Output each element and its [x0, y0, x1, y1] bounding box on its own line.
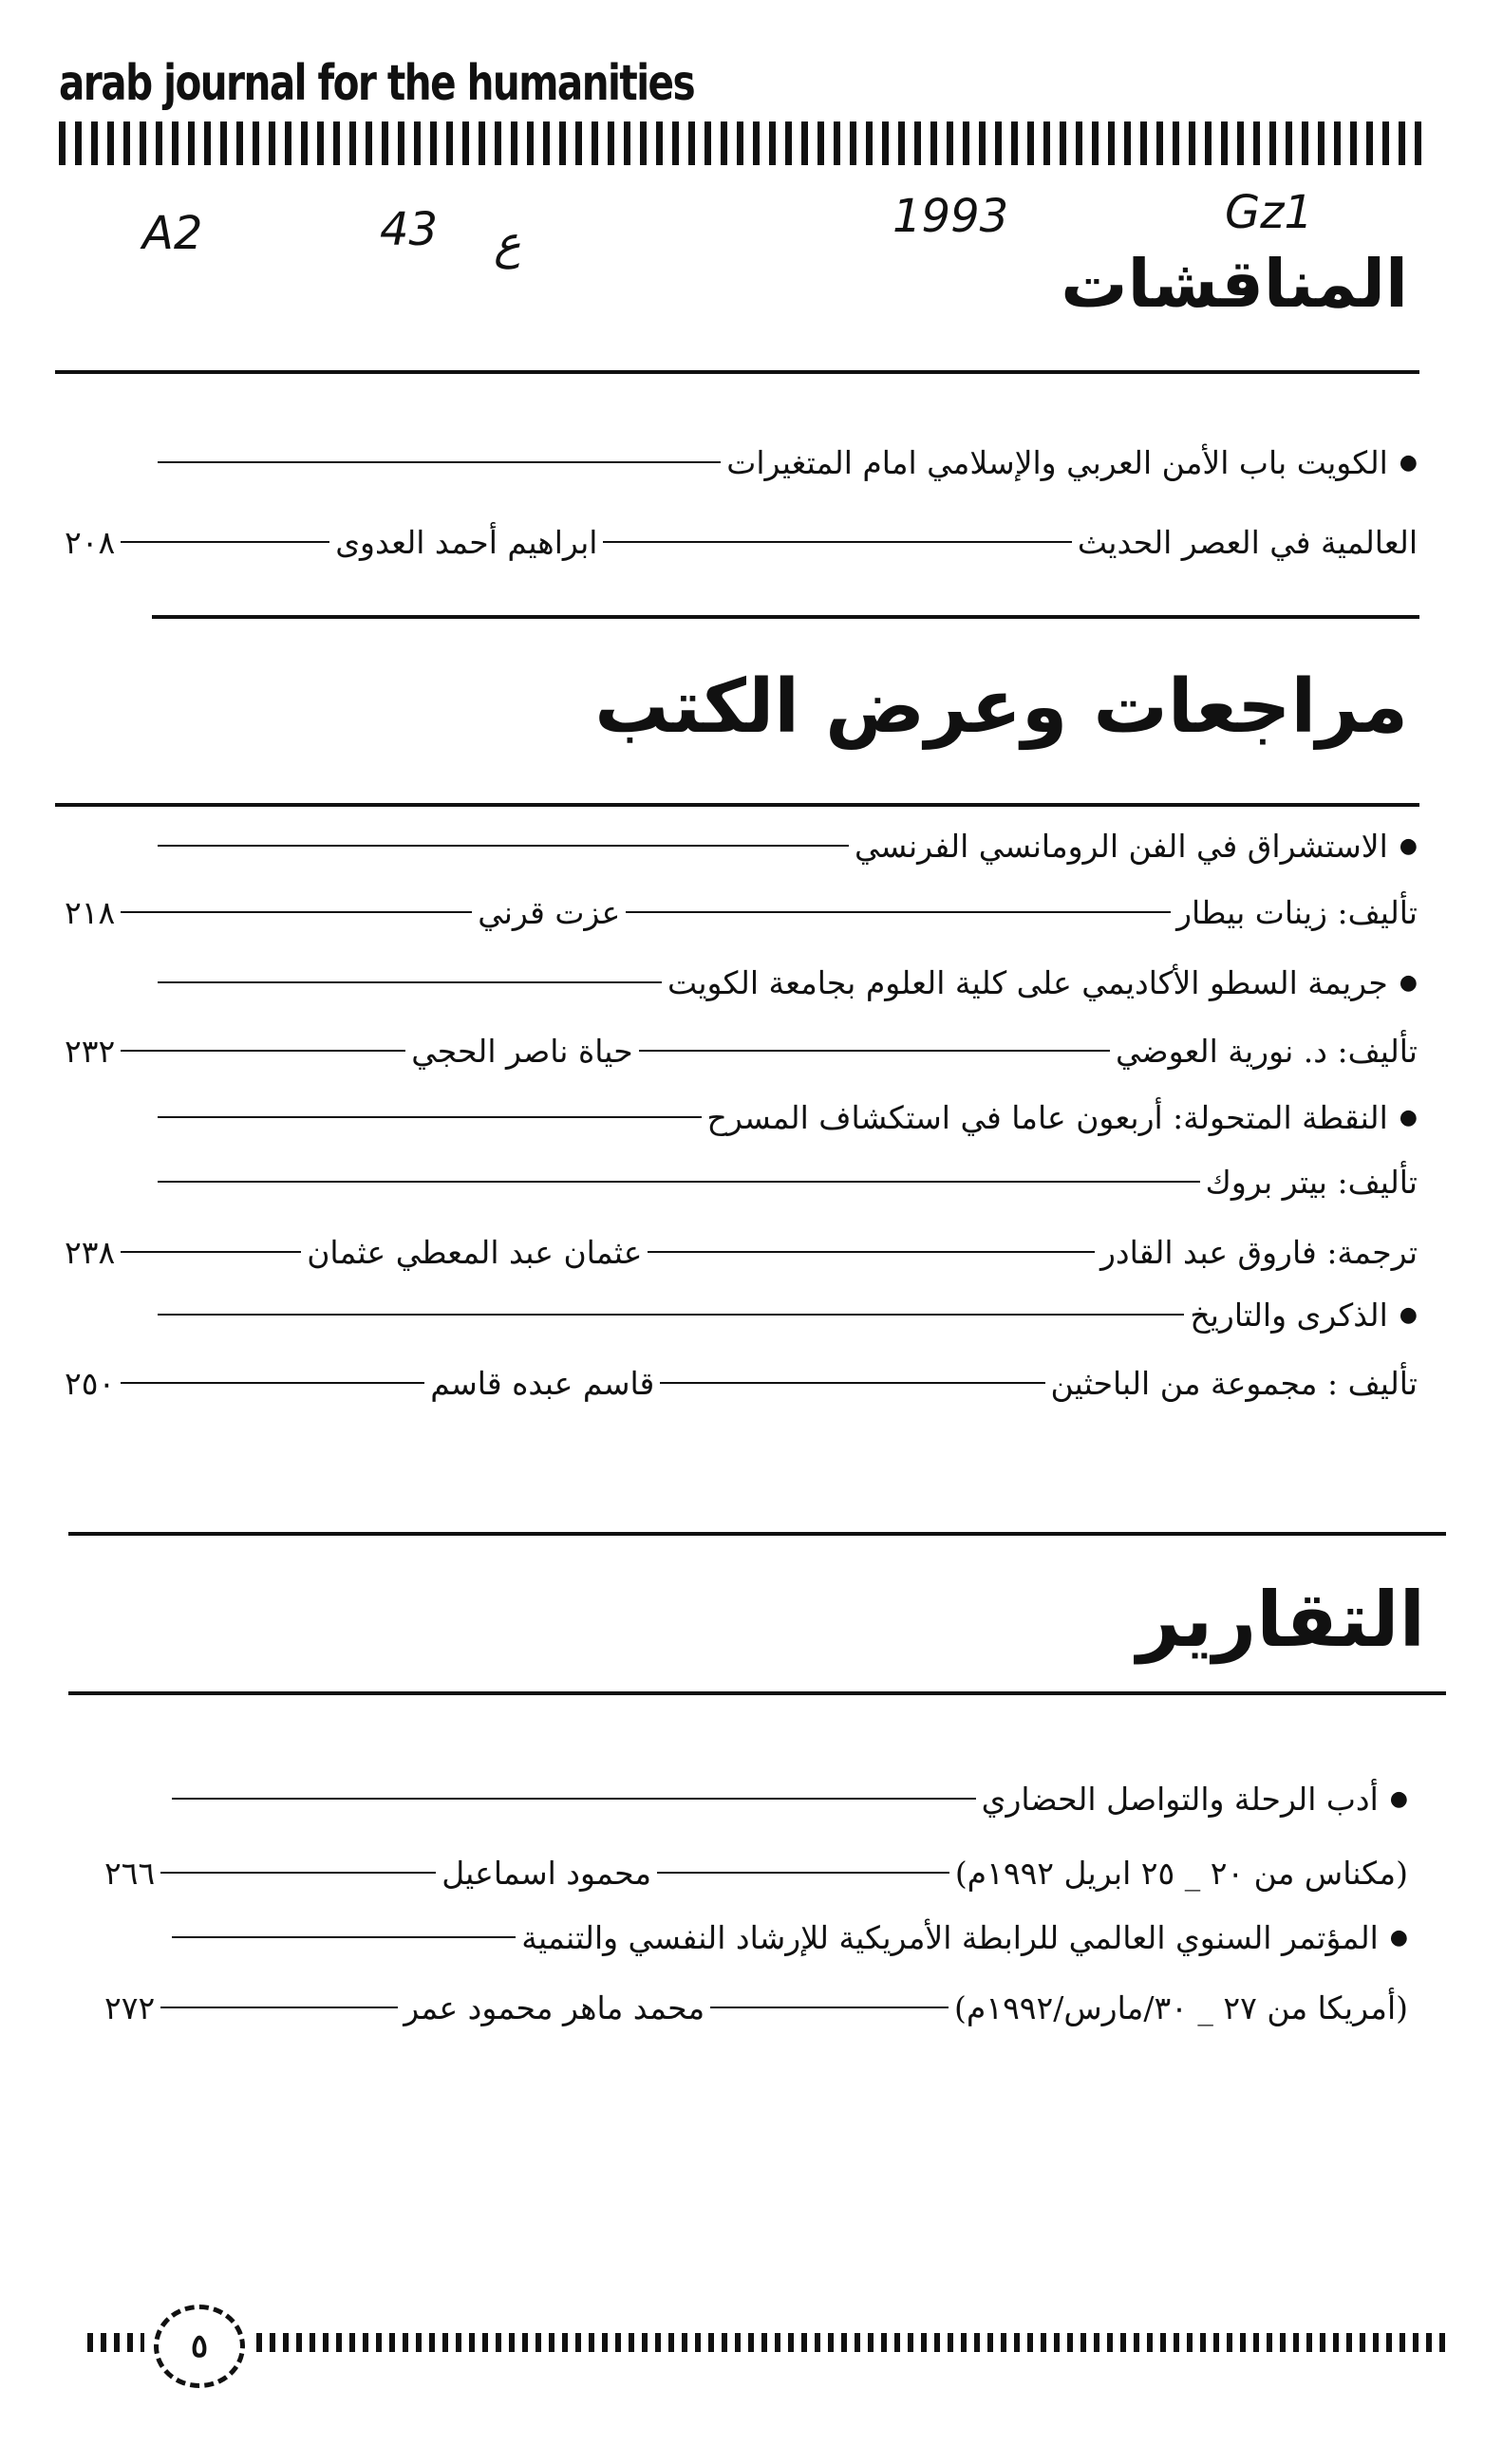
- entry-author: حياة ناصر الحجي: [411, 1032, 633, 1070]
- section-rule: [55, 803, 1419, 807]
- section-title-discussions: المناقشات: [1061, 245, 1408, 323]
- entry-title: تأليف: د. نورية العوضي: [1116, 1032, 1418, 1070]
- toc-entry: [166, 1775, 1408, 1822]
- toc-entry: [166, 1913, 1408, 1961]
- entry-author: ابراهيم أحمد العدوى: [335, 523, 598, 561]
- entry-title: الاستشراق في الفن الرومانسي الفرنسي: [855, 827, 1388, 865]
- bullet-icon: ●: [1399, 1302, 1418, 1327]
- leader-line: [158, 1181, 1200, 1183]
- toc-entry: [152, 439, 1418, 486]
- toc-entry: [65, 518, 1418, 566]
- handwritten-ref: Gz1: [1225, 186, 1313, 239]
- leader-line: [158, 1116, 702, 1118]
- section-rule: [68, 1532, 1446, 1536]
- leader-line: [121, 541, 329, 543]
- leader-line: [121, 1382, 424, 1384]
- leader-line: [639, 1050, 1110, 1052]
- entry-title: تأليف: زينات بيطار: [1176, 893, 1418, 931]
- page-number: ٢٧٢: [104, 1988, 156, 2026]
- toc-entry: [65, 1359, 1418, 1407]
- handwritten-letter: ع: [494, 216, 521, 270]
- page-number: ٢٦٦: [104, 1854, 156, 1892]
- leader-line: [158, 1314, 1184, 1316]
- entry-title: ترجمة: فاروق عبد القادر: [1099, 1233, 1418, 1271]
- toc-entry: [104, 1984, 1408, 2031]
- entry-title: تأليف: بيتر بروك: [1205, 1163, 1418, 1201]
- leader-line: [121, 911, 472, 913]
- toc-entry: [104, 1849, 1408, 1896]
- footer-page-number: ٥: [190, 2327, 209, 2365]
- section-title-reports: التقارير: [1137, 1576, 1425, 1664]
- leader-line: [660, 1382, 1044, 1384]
- bullet-icon: ●: [1399, 833, 1418, 858]
- bullet-icon: ●: [1399, 970, 1418, 995]
- footer-barcode-left: [87, 2333, 144, 2352]
- leader-line: [121, 1251, 301, 1253]
- footer-barcode-right: [256, 2333, 1453, 2352]
- toc-entry: [152, 1291, 1418, 1338]
- leader-line: [172, 1936, 516, 1938]
- header-barcode: [59, 121, 1426, 165]
- entry-author: محمد ماهر محمود عمر: [404, 1988, 705, 2026]
- entry-title: العالمية في العصر الحديث: [1077, 523, 1418, 561]
- toc-entry: [152, 822, 1418, 869]
- entry-title: الكويت باب الأمن العربي والإسلامي امام المتغيرات: [726, 443, 1388, 481]
- leader-line: [160, 1872, 436, 1874]
- page-number: ٢٠٨: [65, 523, 116, 561]
- leader-line: [710, 2007, 949, 2008]
- bullet-icon: ●: [1389, 1925, 1408, 1950]
- entry-title: جريمة السطو الأكاديمي على كلية العلوم بجامعة الكويت: [667, 963, 1388, 1001]
- leader-line: [648, 1251, 1095, 1253]
- journal-title: arab journal for the humanities: [59, 55, 695, 112]
- entry-title: النقطة المتحولة: أربعون عاما في استكشاف المسرح: [706, 1098, 1388, 1136]
- toc-entry: [152, 1093, 1418, 1141]
- leader-line: [657, 1872, 949, 1874]
- page-number: ٢٣٨: [65, 1233, 116, 1271]
- bullet-icon: ●: [1399, 1105, 1418, 1129]
- section-rule: [55, 370, 1419, 374]
- leader-line: [121, 1050, 405, 1052]
- bullet-icon: ●: [1399, 450, 1418, 475]
- handwritten-number: 43: [380, 203, 439, 256]
- leader-line: [626, 911, 1171, 913]
- toc-entry: [152, 959, 1418, 1006]
- entry-title: (مكناس من ٢٠ _ ٢٥ ابريل ١٩٩٢م): [954, 1854, 1408, 1892]
- leader-line: [158, 981, 662, 983]
- page-number-circle: [154, 2305, 245, 2388]
- entry-title: المؤتمر السنوي العالمي للرابطة الأمريكية للإرشاد النفسي والتنمية: [521, 1918, 1379, 1956]
- leader-line: [158, 461, 721, 463]
- entry-author: عثمان عبد المعطي عثمان: [307, 1233, 643, 1271]
- section-title-reviews: مراجعات وعرض الكتب: [594, 664, 1408, 750]
- entry-author: عزت قرني: [478, 893, 621, 931]
- toc-entry: [65, 1027, 1418, 1074]
- section-rule: [68, 1691, 1446, 1695]
- toc-entry: [65, 1228, 1418, 1276]
- page-number: ٢١٨: [65, 893, 116, 931]
- leader-line: [158, 845, 849, 847]
- entry-author: محمود اسماعيل: [442, 1854, 652, 1892]
- entry-title: أدب الرحلة والتواصل الحضاري: [981, 1780, 1379, 1818]
- entry-author: قاسم عبده قاسم: [430, 1364, 655, 1402]
- toc-entry: [152, 1158, 1418, 1205]
- leader-line: [160, 2007, 398, 2008]
- leader-line: [603, 541, 1071, 543]
- page-number: ٢٣٢: [65, 1032, 116, 1070]
- handwritten-code: A2: [142, 207, 203, 260]
- section-rule: [152, 615, 1419, 619]
- entry-title: تأليف : مجموعة من الباحثين: [1050, 1364, 1418, 1402]
- entry-title: (أمريكا من ٢٧ _ ٣٠/مارس/١٩٩٢م): [954, 1988, 1408, 2026]
- leader-line: [172, 1798, 976, 1800]
- page-number: ٢٥٠: [65, 1364, 116, 1402]
- handwritten-year: 1993: [892, 190, 1009, 243]
- bullet-icon: ●: [1389, 1786, 1408, 1811]
- toc-entry: [65, 888, 1418, 936]
- entry-title: الذكرى والتاريخ: [1190, 1296, 1388, 1334]
